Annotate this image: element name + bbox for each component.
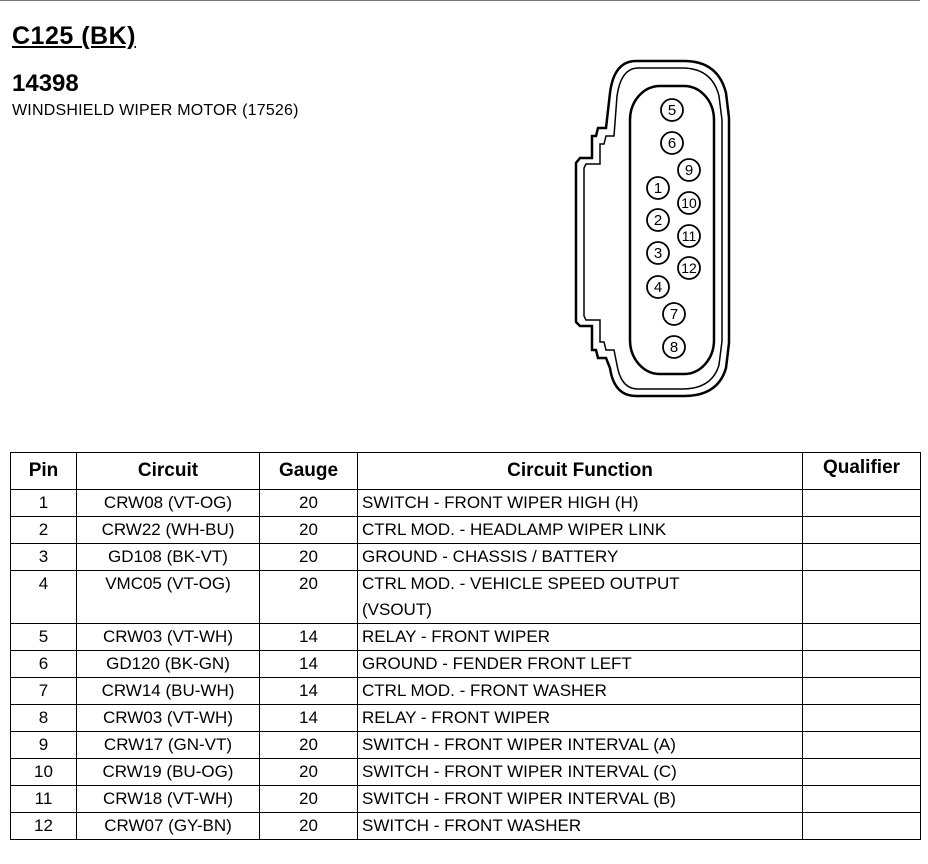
gauge-cell — [260, 624, 358, 651]
table-row — [11, 571, 921, 624]
pin-cell — [11, 490, 77, 517]
header-circuit: Circuit — [77, 453, 260, 490]
circuit-cell-text: CRW03 (VT-WH) — [102, 708, 233, 727]
circuit-cell-text: CRW18 (VT-WH) — [102, 789, 233, 808]
pin-number-label: 5 — [667, 102, 677, 119]
gauge-cell-text: 20 — [299, 789, 318, 808]
circuit-cell-text: CRW03 (VT-WH) — [102, 627, 233, 646]
gauge-cell — [260, 678, 358, 705]
function-cell-text: SWITCH - FRONT WIPER INTERVAL (B) — [362, 789, 676, 808]
connector-face-diagram — [566, 58, 746, 408]
qualifier-cell — [803, 490, 921, 517]
qualifier-cell — [803, 544, 921, 571]
function-cell-text: SWITCH - FRONT WIPER INTERVAL (A) — [362, 735, 676, 754]
part-number: 14398 — [12, 70, 79, 97]
circuit-cell — [77, 705, 260, 732]
table-row — [11, 732, 921, 759]
pin-cell — [11, 732, 77, 759]
table-row — [11, 624, 921, 651]
qualifier-cell — [803, 678, 921, 705]
qualifier-cell — [803, 786, 921, 813]
pin-cell-text: 7 — [38, 681, 49, 700]
connector-outline — [566, 58, 746, 403]
pin-cell-text: 4 — [38, 574, 49, 593]
gauge-cell — [260, 571, 358, 624]
function-cell-text: CTRL MOD. - VEHICLE SPEED OUTPUT — [362, 574, 680, 593]
pin-number-label: 8 — [669, 339, 679, 356]
circuit-cell — [77, 678, 260, 705]
pin-number-label: 11 — [681, 228, 697, 244]
gauge-cell-text: 20 — [299, 547, 318, 566]
function-cell — [358, 678, 803, 705]
function-cell-text: GROUND - CHASSIS / BATTERY — [362, 547, 619, 566]
pin-cell — [11, 705, 77, 732]
function-cell — [358, 490, 803, 517]
pin-cell — [11, 624, 77, 651]
function-cell-text: GROUND - FENDER FRONT LEFT — [362, 654, 632, 673]
pin-cell — [11, 571, 77, 624]
gauge-cell — [260, 813, 358, 840]
circuit-cell — [77, 759, 260, 786]
function-cell-text: SWITCH - FRONT WASHER — [362, 816, 582, 835]
function-cell-text-cont: (VSOUT) — [362, 600, 432, 619]
pin-number-label: 2 — [653, 212, 663, 229]
pin-cell-text: 3 — [38, 547, 49, 566]
pin-cell — [11, 544, 77, 571]
pin-number-label: 9 — [684, 162, 694, 179]
circuit-cell-text: GD108 (BK-VT) — [108, 547, 228, 566]
gauge-cell — [260, 786, 358, 813]
table-header-row — [11, 453, 921, 490]
gauge-cell-text: 14 — [299, 708, 318, 727]
pin-cell — [11, 651, 77, 678]
gauge-cell — [260, 759, 358, 786]
gauge-cell-text: 14 — [299, 654, 318, 673]
header-pin: Pin — [11, 453, 77, 490]
table-row — [11, 678, 921, 705]
pin-cell — [11, 678, 77, 705]
circuit-cell-text: CRW22 (WH-BU) — [101, 520, 235, 539]
circuit-cell — [77, 544, 260, 571]
qualifier-cell — [803, 571, 921, 624]
circuit-cell-text: VMC05 (VT-OG) — [105, 574, 231, 593]
qualifier-cell — [803, 517, 921, 544]
table-row — [11, 490, 921, 517]
connector-id: C125 (BK) — [12, 22, 136, 50]
pin-cell — [11, 786, 77, 813]
table-row — [11, 517, 921, 544]
pin-cell-text: 10 — [34, 762, 53, 781]
pin-number-label: 6 — [667, 135, 677, 152]
gauge-cell — [260, 705, 358, 732]
table-row — [11, 786, 921, 813]
gauge-cell-text: 20 — [299, 816, 318, 835]
pin-number-label: 10 — [681, 195, 697, 211]
circuit-cell-text: CRW08 (VT-OG) — [103, 493, 233, 512]
table-row — [11, 759, 921, 786]
function-cell — [358, 651, 803, 678]
function-cell-text: CTRL MOD. - HEADLAMP WIPER LINK — [362, 520, 667, 539]
top-rule — [0, 0, 920, 1]
qualifier-cell — [803, 813, 921, 840]
function-cell-text: RELAY - FRONT WIPER — [362, 627, 550, 646]
gauge-cell — [260, 544, 358, 571]
gauge-cell — [260, 490, 358, 517]
circuit-cell — [77, 732, 260, 759]
qualifier-cell — [803, 651, 921, 678]
gauge-cell-text: 14 — [299, 627, 318, 646]
table-row — [11, 651, 921, 678]
circuit-cell-text: CRW17 (GN-VT) — [103, 735, 233, 754]
pin-cell-text: 2 — [38, 520, 49, 539]
function-cell — [358, 544, 803, 571]
header-function: Circuit Function — [358, 453, 803, 490]
function-cell-text: SWITCH - FRONT WIPER INTERVAL (C) — [362, 762, 677, 781]
qualifier-cell — [803, 759, 921, 786]
gauge-cell-text: 20 — [299, 762, 318, 781]
gauge-cell — [260, 651, 358, 678]
part-description: WINDSHIELD WIPER MOTOR (17526) — [12, 102, 299, 119]
function-cell — [358, 732, 803, 759]
function-cell — [358, 759, 803, 786]
pin-cell — [11, 517, 77, 544]
gauge-cell-text: 20 — [299, 574, 318, 593]
pin-number-label: 7 — [669, 306, 679, 323]
pin-cell — [11, 759, 77, 786]
function-cell — [358, 813, 803, 840]
gauge-cell — [260, 517, 358, 544]
circuit-cell-text: GD120 (BK-GN) — [106, 654, 230, 673]
circuit-cell — [77, 490, 260, 517]
gauge-cell-text: 20 — [299, 493, 318, 512]
pin-cell-text: 11 — [34, 789, 53, 808]
function-cell — [358, 705, 803, 732]
circuit-cell — [77, 813, 260, 840]
pin-cell-text: 12 — [34, 816, 53, 835]
function-cell — [358, 517, 803, 544]
function-cell-text: SWITCH - FRONT WIPER HIGH (H) — [362, 493, 639, 512]
pin-cell-text: 8 — [38, 708, 49, 727]
pin-number-label: 12 — [681, 260, 697, 276]
function-cell — [358, 786, 803, 813]
table-row — [11, 813, 921, 840]
pin-number-label: 3 — [653, 245, 663, 262]
qualifier-cell — [803, 705, 921, 732]
circuit-cell — [77, 786, 260, 813]
gauge-cell-text: 20 — [299, 735, 318, 754]
circuit-cell-text: CRW07 (GY-BN) — [104, 816, 232, 835]
pin-number-label: 4 — [653, 279, 663, 296]
circuit-cell — [77, 517, 260, 544]
function-cell — [358, 624, 803, 651]
pinout-table — [10, 452, 921, 840]
function-cell — [358, 571, 803, 624]
circuit-cell-text: CRW14 (BU-WH) — [101, 681, 235, 700]
pin-cell-text: 5 — [38, 627, 49, 646]
table-row — [11, 544, 921, 571]
header-gauge: Gauge — [260, 453, 358, 490]
gauge-cell-text: 14 — [299, 681, 318, 700]
circuit-cell — [77, 571, 260, 624]
function-cell-text: RELAY - FRONT WIPER — [362, 708, 550, 727]
header-qualifier: Qualifier — [803, 453, 921, 490]
pin-cell-text: 9 — [38, 735, 49, 754]
qualifier-cell — [803, 732, 921, 759]
circuit-cell-text: CRW19 (BU-OG) — [102, 762, 234, 781]
table-row — [11, 705, 921, 732]
circuit-cell — [77, 651, 260, 678]
pin-cell-text: 6 — [38, 654, 49, 673]
circuit-cell — [77, 624, 260, 651]
qualifier-cell — [803, 624, 921, 651]
pin-cell — [11, 813, 77, 840]
gauge-cell-text: 20 — [299, 520, 318, 539]
pin-cell-text: 1 — [38, 493, 49, 512]
gauge-cell — [260, 732, 358, 759]
pin-number-label: 1 — [653, 180, 663, 197]
function-cell-text: CTRL MOD. - FRONT WASHER — [362, 681, 607, 700]
